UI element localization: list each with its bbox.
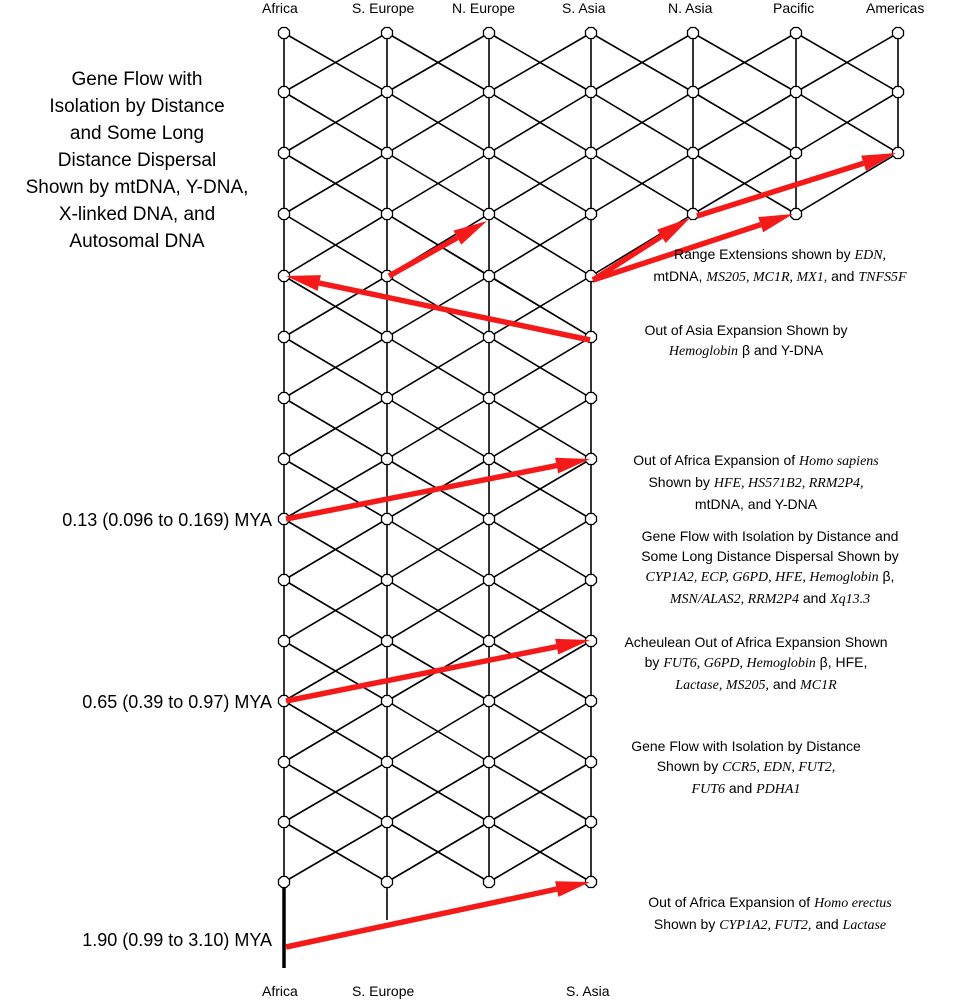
arrow-head xyxy=(286,275,321,291)
annotation-gene-flow-distance: Gene Flow with Isolation by Distance Shown by CCR5, EDN, FUT2, FUT6 and PDHA1 xyxy=(631,738,861,797)
arrow-head xyxy=(555,881,590,897)
arrow-head xyxy=(861,153,896,171)
population-node xyxy=(484,454,495,465)
population-node xyxy=(484,332,495,343)
population-node xyxy=(484,271,495,282)
population-node xyxy=(791,87,802,98)
title-line: and Some Long xyxy=(69,123,205,144)
arrow-shaft xyxy=(286,647,557,701)
population-node xyxy=(279,757,290,768)
population-node xyxy=(382,87,393,98)
population-node xyxy=(382,757,393,768)
population-node xyxy=(586,757,597,768)
arrow-acheulean-out-of-africa xyxy=(286,639,590,701)
annotation-out-of-africa-sapiens: Out of Africa Expansion of Homo sapiens Shown by HFE, HS571B2, RRM2P4, mtDNA, and Y-DNA xyxy=(633,452,879,512)
population-node xyxy=(484,28,495,39)
population-node xyxy=(586,87,597,98)
region-label-s-europe-bottom: S. Europe xyxy=(352,983,415,999)
population-node xyxy=(484,636,495,647)
region-label-s-asia-bottom: S. Asia xyxy=(566,983,610,999)
arrow-shaft xyxy=(697,163,864,216)
population-node xyxy=(382,575,393,586)
title-line: Autosomal DNA xyxy=(69,231,205,252)
annotation-out-of-asia: Out of Asia Expansion Shown by Hemoglobin β and Y-DNA xyxy=(644,322,848,359)
population-node xyxy=(893,148,904,159)
population-node xyxy=(484,877,495,888)
population-node xyxy=(791,148,802,159)
region-label-africa-bottom: Africa xyxy=(262,983,298,999)
population-node xyxy=(791,28,802,39)
population-node xyxy=(484,148,495,159)
population-node xyxy=(279,393,290,404)
arrow-out-of-asia xyxy=(286,275,590,340)
annotation-gene-flow-long-distance: Gene Flow with Isolation by Distance and Some Long Distance Dispersal Shown by CYP1A2, ECP, G6PD, HFE, Hemoglobin β, MSN/ALAS2, RRM2P4 and Xq13.3 xyxy=(641,528,899,607)
region-label-s-asia-top: S. Asia xyxy=(562,0,606,16)
population-node xyxy=(484,87,495,98)
population-node xyxy=(893,28,904,39)
region-label-s-europe-top: S. Europe xyxy=(352,0,415,16)
population-node xyxy=(279,817,290,828)
population-node xyxy=(382,28,393,39)
title-line: Shown by mtDNA, Y-DNA, xyxy=(25,177,249,198)
annotation-range-extensions: Range Extensions shown by EDN, mtDNA, MS205, MC1R, MX1, and TNFS5F xyxy=(653,246,907,285)
title-line: X-linked DNA, and xyxy=(58,204,216,225)
region-label-pacific-top: Pacific xyxy=(773,0,815,16)
population-node xyxy=(382,817,393,828)
population-node xyxy=(688,148,699,159)
time-label-0-13: 0.13 (0.096 to 0.169) MYA xyxy=(62,510,272,530)
arrow-head xyxy=(657,218,690,243)
title-line: Isolation by Distance xyxy=(49,96,225,117)
population-node xyxy=(279,209,290,220)
title-line: Gene Flow with xyxy=(71,69,203,90)
population-node xyxy=(688,87,699,98)
arrow-range-n-europe xyxy=(389,221,487,276)
population-node xyxy=(382,393,393,404)
population-node xyxy=(382,209,393,220)
population-node xyxy=(484,817,495,828)
population-node xyxy=(586,393,597,404)
population-node xyxy=(586,696,597,707)
population-node xyxy=(382,514,393,525)
time-label-0-65: 0.65 (0.39 to 0.97) MYA xyxy=(82,692,272,712)
population-node xyxy=(586,28,597,39)
region-label-n-asia-top: N. Asia xyxy=(668,0,713,16)
population-node xyxy=(791,209,802,220)
diagram-title xyxy=(0,66,274,255)
region-label-n-europe-top: N. Europe xyxy=(452,0,516,16)
region-label-americas-top: Americas xyxy=(866,0,925,16)
population-node xyxy=(688,28,699,39)
population-node xyxy=(586,575,597,586)
population-node xyxy=(382,148,393,159)
arrow-sapiens-out-of-africa xyxy=(286,458,590,519)
population-node xyxy=(586,817,597,828)
population-node xyxy=(484,393,495,404)
population-node xyxy=(382,454,393,465)
population-node xyxy=(586,148,597,159)
population-node xyxy=(893,87,904,98)
population-node xyxy=(484,575,495,586)
arrow-shaft xyxy=(286,889,557,947)
time-label-1-90: 1.90 (0.99 to 3.10) MYA xyxy=(82,930,272,950)
annotation-out-of-africa-erectus: Out of Africa Expansion of Homo erectus Shown by CYP1A2, FUT2, and Lactase xyxy=(648,894,892,933)
population-node xyxy=(382,636,393,647)
region-label-africa-top: Africa xyxy=(262,0,298,16)
title-line: Distance Dispersal xyxy=(57,150,217,171)
population-node xyxy=(279,877,290,888)
arrow-shaft xyxy=(286,466,557,519)
annotation-acheulean: Acheulean Out of Africa Expansion Shown by FUT6, G6PD, Hemoglobin β, HFE, Lactase, MS205, and MC1R xyxy=(624,634,888,693)
population-node xyxy=(382,696,393,707)
population-node xyxy=(279,148,290,159)
population-node xyxy=(484,757,495,768)
population-node xyxy=(382,877,393,888)
population-node xyxy=(279,575,290,586)
time-stems xyxy=(284,882,387,968)
population-node xyxy=(586,514,597,525)
diagonal-link xyxy=(796,153,898,214)
population-node xyxy=(586,209,597,220)
population-node xyxy=(279,454,290,465)
population-node xyxy=(484,209,495,220)
arrow-head xyxy=(555,458,590,474)
population-node xyxy=(279,332,290,343)
population-node xyxy=(279,28,290,39)
population-node xyxy=(382,332,393,343)
population-node xyxy=(279,87,290,98)
arrow-erectus-out-of-africa xyxy=(286,881,590,947)
arrow-head xyxy=(758,214,793,232)
population-node xyxy=(279,636,290,647)
population-node xyxy=(484,696,495,707)
arrow-shaft xyxy=(389,238,457,276)
population-node xyxy=(484,514,495,525)
